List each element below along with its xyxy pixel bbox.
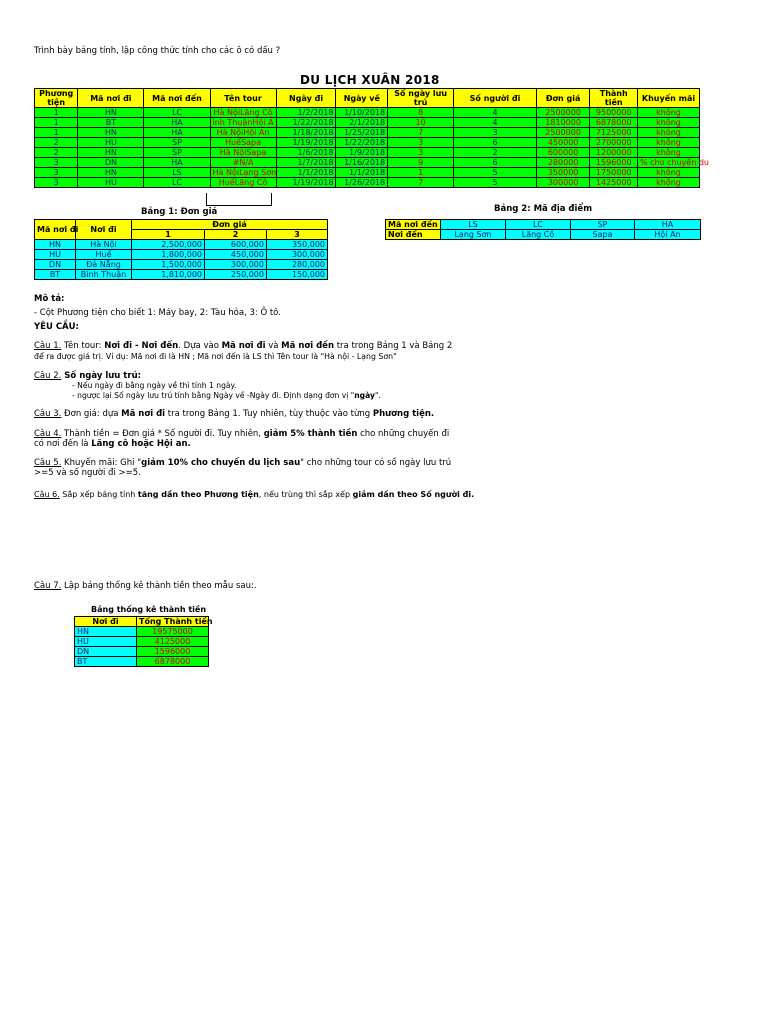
table-cell[interactable]: 1/19/2018 xyxy=(276,138,336,148)
column-header: Nơi đi xyxy=(75,617,137,627)
table-cell[interactable]: HN xyxy=(78,168,144,178)
table-cell[interactable]: 280,000 xyxy=(267,260,328,270)
table-cell[interactable]: 1/7/2018 xyxy=(276,158,336,168)
column-header: 3 xyxy=(267,230,328,240)
q5-label: Câu 5. xyxy=(34,458,62,468)
table-cell[interactable]: 6 xyxy=(454,138,537,148)
table-cell[interactable]: 2,500,000 xyxy=(132,240,205,250)
column-header: Nơi đi xyxy=(76,220,132,240)
column-header: Số người đi xyxy=(454,89,537,108)
table-cell[interactable]: 1/22/2018 xyxy=(276,118,336,128)
table-cell[interactable]: 300,000 xyxy=(267,250,328,260)
table-row xyxy=(35,168,700,178)
table-cell[interactable]: 2 xyxy=(35,148,78,158)
table-cell[interactable]: 1/25/2018 xyxy=(336,128,388,138)
column-header: Tên tour xyxy=(210,89,276,108)
table-cell[interactable]: 5 xyxy=(454,178,537,188)
table-row xyxy=(35,128,700,138)
table-cell[interactable]: 350,000 xyxy=(267,240,328,250)
table-cell[interactable]: HA xyxy=(635,220,701,230)
table2 xyxy=(385,219,701,240)
question-1-line2: để ra được giá trị. Ví dụ: Mã nơi đi là HN ; Mã nơi đến là LS thì Tên tour là "Hà nội - Lạng Sơn" xyxy=(34,352,397,361)
q6-bold: giảm dần theo Số người đi. xyxy=(352,490,475,499)
table-cell[interactable]: 1750000 xyxy=(590,168,638,178)
table-cell[interactable]: 4125000 xyxy=(137,637,209,647)
q7-text: Lập bảng thống kê thành tiền theo mẫu sau:. xyxy=(61,581,257,591)
q1-text: . Dựa vào xyxy=(178,341,222,351)
table-row xyxy=(35,108,700,118)
table-cell[interactable]: 1/10/2018 xyxy=(336,108,388,118)
question-6 xyxy=(34,489,474,500)
table-cell[interactable]: HA xyxy=(144,158,210,168)
desc-heading: Mô tả: xyxy=(34,294,65,304)
q2-title: Số ngày lưu trú: xyxy=(61,371,142,381)
table1 xyxy=(34,219,328,280)
table-row xyxy=(75,627,209,637)
table-cell[interactable]: 1 xyxy=(35,128,78,138)
column-header: Thành tiền xyxy=(590,89,638,108)
table-cell[interactable]: % cho chuyến du xyxy=(637,158,699,168)
table-cell[interactable]: 2/1/2018 xyxy=(336,118,388,128)
table-cell[interactable]: HN xyxy=(78,108,144,118)
column-header: 2 xyxy=(205,230,267,240)
q3-text: tra trong Bảng 1. Tuy nhiên, tùy thuộc vào từng xyxy=(165,409,373,419)
column-header: Ngày về xyxy=(336,89,388,108)
table-cell[interactable]: Hà NộiLăng Cô xyxy=(210,108,276,118)
question-2-line2 xyxy=(72,390,381,401)
table-cell[interactable]: ình ThuậnHội A xyxy=(210,118,276,128)
table-cell[interactable]: 3 xyxy=(35,178,78,188)
q3-bold: Phương tiện. xyxy=(372,409,435,419)
q6-text: Sắp xếp bảng tính xyxy=(59,490,138,499)
intro-text: Trình bày bảng tính, lập công thức tính cho các ô có dấu ? xyxy=(34,46,281,56)
q1-bold: Mã nơi đi xyxy=(221,341,266,351)
column-header: Đơn giá xyxy=(536,89,590,108)
table-cell[interactable]: 1,800,000 xyxy=(132,250,205,260)
table-cell[interactable]: 1/22/2018 xyxy=(336,138,388,148)
q4-bold: Lăng cô hoặc Hội an. xyxy=(91,439,191,449)
column-header: 1 xyxy=(132,230,205,240)
table-cell[interactable]: 1,500,000 xyxy=(132,260,205,270)
q6-bold: tăng dần theo Phương tiện xyxy=(137,490,259,499)
table-cell[interactable]: 5 xyxy=(454,168,537,178)
header-row xyxy=(35,89,700,108)
table2-title: Bảng 2: Mã địa điểm xyxy=(494,204,593,214)
table-cell[interactable]: 3 xyxy=(388,138,454,148)
q1-text: tra trong Bảng 1 và Bảng 2 xyxy=(334,341,453,351)
desc-line: - Cột Phương tiện cho biết 1: Máy bay, 2: Tàu hỏa, 3: Ô tô. xyxy=(34,308,281,318)
table-cell[interactable]: 6878000 xyxy=(590,118,638,128)
stats-title: Bảng thống kê thành tiền xyxy=(91,605,207,614)
stats-header-row xyxy=(75,617,209,627)
table-cell[interactable]: không xyxy=(637,108,699,118)
table-row xyxy=(35,158,700,168)
question-4-line2 xyxy=(34,439,191,450)
q4-text: cho những chuyến đi xyxy=(357,429,450,439)
table-cell[interactable]: DN xyxy=(35,260,76,270)
question-5-line2: >=5 và số người đi >=5. xyxy=(34,468,141,478)
table-cell[interactable]: không xyxy=(637,148,699,158)
table1-title: Bảng 1: Đơn giá xyxy=(141,207,218,217)
column-header: Khuyến mãi xyxy=(637,89,699,108)
table-cell[interactable]: 3 xyxy=(454,128,537,138)
table-cell[interactable]: 2500000 xyxy=(536,128,590,138)
table-cell[interactable]: SP xyxy=(144,148,210,158)
table1-header-row xyxy=(35,220,328,230)
table-row xyxy=(75,647,209,657)
table-row xyxy=(35,260,328,270)
table-cell[interactable]: không xyxy=(637,138,699,148)
q1-text: Tên tour: xyxy=(61,341,105,351)
table-cell[interactable]: 3 xyxy=(35,158,78,168)
table-row xyxy=(386,220,701,230)
stats-table xyxy=(74,616,213,667)
table-cell[interactable]: BT xyxy=(78,118,144,128)
row-header: Mã nơi đến xyxy=(386,220,441,230)
question-3 xyxy=(34,409,434,420)
table-cell[interactable]: HN xyxy=(35,240,76,250)
table-row xyxy=(35,148,700,158)
table-cell[interactable]: 300,000 xyxy=(205,260,267,270)
table-cell[interactable]: HU xyxy=(78,178,144,188)
table-cell[interactable]: HU xyxy=(35,250,76,260)
table-cell[interactable]: 1,810,000 xyxy=(132,270,205,280)
table-cell[interactable]: 3 xyxy=(388,148,454,158)
table-cell[interactable]: 1200000 xyxy=(590,148,638,158)
q1-label: Câu 1. xyxy=(34,341,62,351)
column-header: Phương tiện xyxy=(35,89,78,108)
table-cell[interactable]: DN xyxy=(78,158,144,168)
table-cell[interactable]: Lăng Cô xyxy=(506,230,571,240)
table-cell[interactable]: LC xyxy=(144,108,210,118)
table-cell[interactable]: 1 xyxy=(35,108,78,118)
table-cell[interactable]: 300000 xyxy=(536,178,590,188)
table-cell[interactable]: HA xyxy=(144,128,210,138)
table-cell[interactable]: 1 xyxy=(388,168,454,178)
q6-label: Câu 6. xyxy=(34,490,60,499)
table-row xyxy=(35,250,328,260)
table-cell[interactable]: Hà NộiSapa xyxy=(210,148,276,158)
table-cell[interactable]: Hà NộiHội An xyxy=(210,128,276,138)
table-cell[interactable]: 1596000 xyxy=(137,647,209,657)
q3-text: Đơn giá: dựa xyxy=(61,409,122,419)
table-cell[interactable]: 1/19/2018 xyxy=(276,178,336,188)
table-row xyxy=(35,178,700,188)
table-cell[interactable]: 450000 xyxy=(536,138,590,148)
table-cell[interactable]: 1 xyxy=(35,118,78,128)
table-cell[interactable]: không xyxy=(637,178,699,188)
column-header: Tổng Thành tiền xyxy=(137,617,209,627)
table-cell[interactable]: 4 xyxy=(454,108,537,118)
table-cell[interactable]: 19575000 xyxy=(137,627,209,637)
table-cell[interactable]: BT xyxy=(75,657,137,667)
table-cell[interactable]: Đà Nẵng xyxy=(76,260,132,270)
q3-label: Câu 3. xyxy=(34,409,62,419)
table-cell[interactable]: 3 xyxy=(35,168,78,178)
table-cell[interactable]: Hội An xyxy=(635,230,701,240)
page-title: DU LỊCH XUÂN 2018 xyxy=(300,73,440,87)
table-cell[interactable]: HuếSapa xyxy=(210,138,276,148)
table-row xyxy=(35,138,700,148)
q1-bold: Mã nơi đến xyxy=(281,341,334,351)
table-cell[interactable]: HN xyxy=(78,148,144,158)
q5-text: " cho những tour có số ngày lưu trú xyxy=(300,458,452,468)
table-cell[interactable]: 600000 xyxy=(536,148,590,158)
column-header: Đơn giá xyxy=(132,220,328,230)
table-cell[interactable]: không xyxy=(637,118,699,128)
q2-text: ". xyxy=(374,391,381,400)
table-cell[interactable]: 250,000 xyxy=(205,270,267,280)
table-cell[interactable]: không xyxy=(637,168,699,178)
table-cell[interactable]: 1/2/2018 xyxy=(276,108,336,118)
q1-bold: Nơi đi - Nơi đến xyxy=(104,341,179,351)
table-cell[interactable]: Lạng Sơn xyxy=(441,230,506,240)
q6-text: , nếu trùng thì sắp xếp xyxy=(258,490,353,499)
table-cell[interactable]: BT xyxy=(35,270,76,280)
table-cell[interactable]: DN xyxy=(75,647,137,657)
column-header: Mã nơi đi xyxy=(78,89,144,108)
q3-bold: Mã nơi đi xyxy=(121,409,166,419)
q4-bold: giảm 5% thành tiền xyxy=(263,429,358,439)
table-cell[interactable]: LC xyxy=(144,178,210,188)
table-cell[interactable]: 2500000 xyxy=(536,108,590,118)
table-cell[interactable]: 150,000 xyxy=(267,270,328,280)
table-row xyxy=(35,118,700,128)
table-cell[interactable]: HU xyxy=(78,138,144,148)
table-cell[interactable]: #N/A xyxy=(210,158,276,168)
q7-label: Câu 7. xyxy=(34,581,62,591)
table-row xyxy=(35,270,328,280)
table-cell[interactable]: Huế xyxy=(76,250,132,260)
table-cell[interactable]: 1810000 xyxy=(536,118,590,128)
table-cell[interactable]: 10 xyxy=(388,118,454,128)
table-cell[interactable]: 1/16/2018 xyxy=(336,158,388,168)
q5-bold: giảm 10% cho chuyến du lịch sau xyxy=(141,458,301,468)
table-cell[interactable]: HA xyxy=(144,118,210,128)
q4-text: có nơi đến là xyxy=(34,439,92,449)
table-cell[interactable]: LS xyxy=(441,220,506,230)
q5-text: Khuyến mãi: Ghi " xyxy=(61,458,142,468)
requirements-heading: YÊU CẦU: xyxy=(34,322,79,332)
table-cell[interactable]: 1/6/2018 xyxy=(276,148,336,158)
table-cell[interactable]: SP xyxy=(144,138,210,148)
table-cell[interactable]: 9 xyxy=(388,158,454,168)
table-cell[interactable]: HU xyxy=(75,637,137,647)
table-cell[interactable]: Hà Nội xyxy=(76,240,132,250)
table-cell[interactable]: 600,000 xyxy=(205,240,267,250)
table-cell[interactable]: Hà NộiLạng Sơn xyxy=(210,168,276,178)
table-cell[interactable]: HuếLăng Cô xyxy=(210,178,276,188)
table-cell[interactable]: 6 xyxy=(454,158,537,168)
table-cell[interactable]: 280000 xyxy=(536,158,590,168)
table-cell[interactable]: SP xyxy=(571,220,635,230)
table-cell[interactable]: Bình Thuận xyxy=(76,270,132,280)
q4-text: Thành tiền = Đơn giá * Số người đi. Tuy nhiên, xyxy=(61,429,264,439)
table-cell[interactable]: 7 xyxy=(388,178,454,188)
q2-text: - ngược lại Số ngày lưu trú tính bằng Ngày về -Ngày đi. Định dạng đơn vị " xyxy=(72,391,355,400)
table-cell[interactable]: 9500000 xyxy=(590,108,638,118)
column-header: Số ngày lưu trú xyxy=(388,89,454,108)
table-cell[interactable]: 2 xyxy=(454,148,537,158)
table-cell[interactable]: LC xyxy=(506,220,571,230)
table-cell[interactable]: 1425000 xyxy=(590,178,638,188)
table-cell[interactable]: 450,000 xyxy=(205,250,267,260)
table-cell[interactable]: 4 xyxy=(454,118,537,128)
table-cell[interactable]: 2 xyxy=(35,138,78,148)
q2-bold: ngày xyxy=(354,391,375,400)
table-cell[interactable]: 1/1/2018 xyxy=(276,168,336,178)
table-cell[interactable]: 1/18/2018 xyxy=(276,128,336,138)
column-header: Mã nơi đi xyxy=(35,220,76,240)
table-cell[interactable]: 2700000 xyxy=(590,138,638,148)
table-cell[interactable]: 1/26/2018 xyxy=(336,178,388,188)
table-cell[interactable]: 6878000 xyxy=(137,657,209,667)
q4-label: Câu 4. xyxy=(34,429,62,439)
question-7 xyxy=(34,581,257,592)
table-cell[interactable]: LS xyxy=(144,168,210,178)
table-cell[interactable]: 1/1/2018 xyxy=(336,168,388,178)
table-cell[interactable]: 350000 xyxy=(536,168,590,178)
table-cell[interactable]: 7125000 xyxy=(590,128,638,138)
table-cell[interactable]: không xyxy=(637,128,699,138)
table-row xyxy=(75,637,209,647)
table-row xyxy=(386,230,701,240)
q2-label: Câu 2. xyxy=(34,371,62,381)
table-cell[interactable]: 8 xyxy=(388,108,454,118)
row-header: Nơi đến xyxy=(386,230,441,240)
table-cell[interactable]: 1596000 xyxy=(590,158,638,168)
table-row xyxy=(75,657,209,667)
table-row xyxy=(35,240,328,250)
column-header: Ngày đi xyxy=(276,89,336,108)
q1-text: và xyxy=(265,341,282,351)
table-cell[interactable]: 7 xyxy=(388,128,454,138)
column-header: Mã nơi đến xyxy=(144,89,210,108)
table-cell[interactable]: HN xyxy=(75,627,137,637)
main-table xyxy=(34,88,709,188)
cell-selection-box xyxy=(206,193,272,206)
table-cell[interactable]: 1/9/2018 xyxy=(336,148,388,158)
table-cell[interactable]: Sapa xyxy=(571,230,635,240)
table-cell[interactable]: HN xyxy=(78,128,144,138)
question-2-line1: - Nếu ngày đi bằng ngày về thì tính 1 ngày. xyxy=(72,381,237,390)
